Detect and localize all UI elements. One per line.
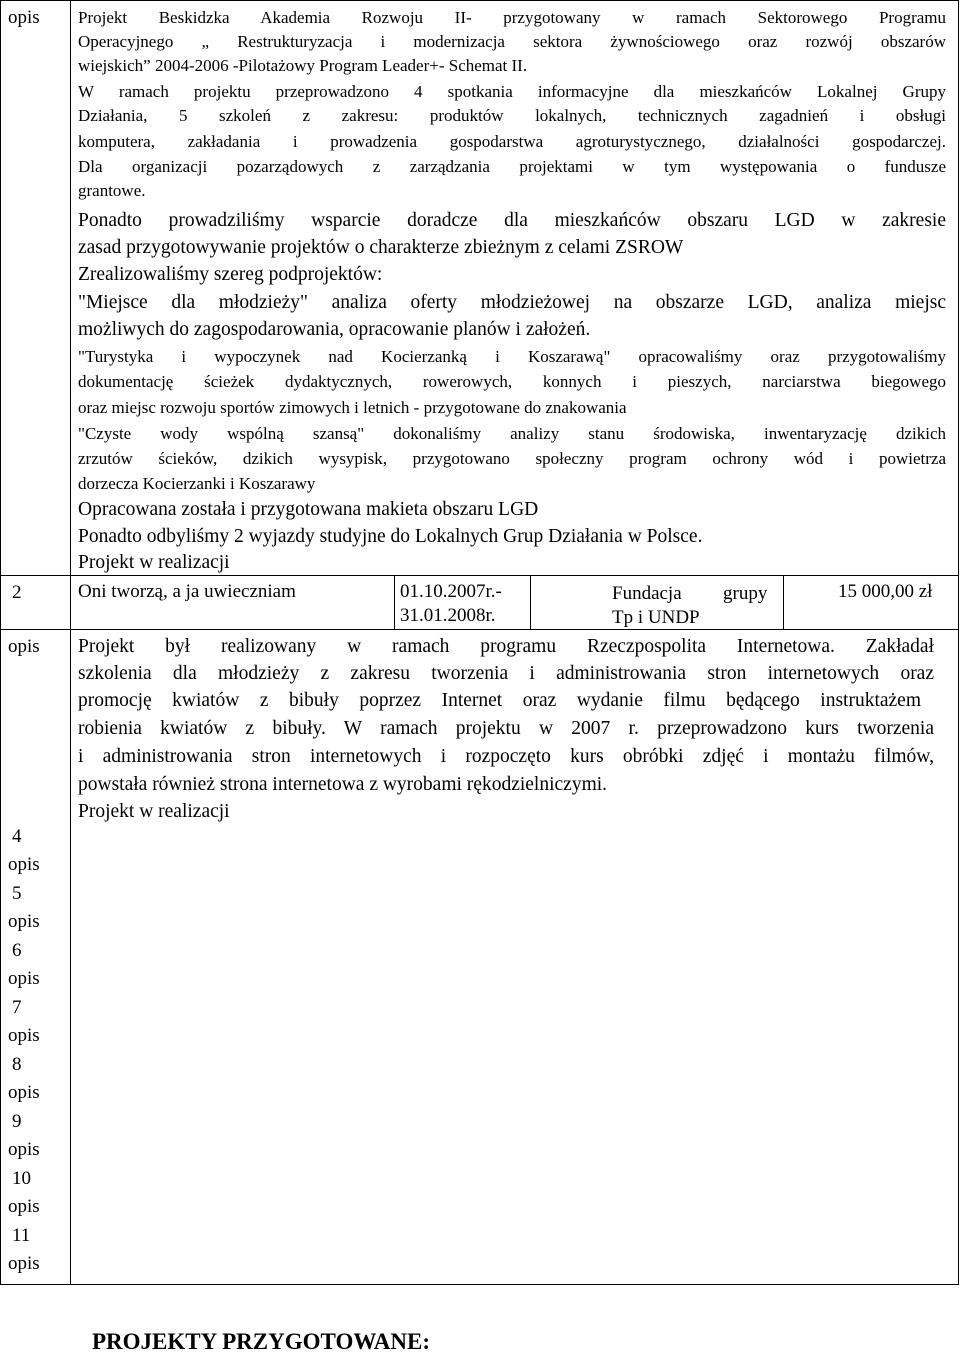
row-label: opis — [8, 636, 40, 657]
row-label: opis — [8, 1253, 40, 1274]
text-line: zasad przygotowywanie projektów o charakterze zbieżnym z celami ZSROW — [78, 237, 684, 258]
project-partner: Tp i UNDP — [612, 607, 700, 628]
table-right-border — [958, 0, 959, 1284]
text-line: W ramach projektu przeprowadzono 4 spotkania informacyjne dla mieszkańców Lokalnej Grupy — [78, 82, 946, 101]
text-line: zrzutów ścieków, dzikich wysypisk, przygotowano społeczny program ochrony wód i powietrza — [78, 449, 946, 468]
table-row-divider — [0, 629, 959, 630]
project-amount: 15 000,00 zł — [838, 581, 933, 602]
row-number: 6 — [12, 940, 22, 961]
row-number: 11 — [12, 1225, 31, 1246]
project-partner: grupy — [723, 583, 768, 604]
table-column-divider-amount — [783, 575, 784, 629]
text-line: oraz miejsc rozwoju sportów zimowych i letnich - przygotowane do znakowania — [78, 398, 627, 417]
text-line: szkolenia dla młodzieży z zakresu tworzenia i administrowania stron internetowych oraz — [78, 663, 934, 684]
row-label: opis — [8, 7, 40, 28]
row-number: 2 — [12, 582, 22, 603]
text-line: komputera, zakładania i prowadzenia gospodarstwa agroturystycznego, działalności gospodarczej. — [78, 132, 946, 151]
text-line: Działania, 5 szkoleń z zakresu: produktów lokalnych, technicznych zagadnień i obsługi — [78, 106, 946, 125]
table-column-divider — [70, 0, 71, 1284]
row-label: opis — [8, 1196, 40, 1217]
text-line: dorzecza Kocierzanki i Koszarawy — [78, 474, 316, 493]
text-line: Projekt Beskidzka Akademia Rozwoju II- przygotowany w ramach Sektorowego Programu — [78, 8, 946, 27]
project-status: Projekt w realizacji — [78, 552, 230, 573]
text-line: "Turystyka i wypoczynek nad Kocierzanką i Koszarawą" opracowaliśmy oraz przygotowaliśmy — [78, 347, 946, 366]
project-date-end: 31.01.2008r. — [400, 605, 496, 626]
table-top-border — [0, 0, 959, 1]
row-label: opis — [8, 1082, 40, 1103]
text-line: promocję kwiatów z bibuły poprzez Internet oraz wydanie filmu będącego instruktażem — [78, 690, 921, 711]
text-line: Zrealizowaliśmy szereg podprojektów: — [78, 264, 383, 285]
table-bottom-border — [0, 1284, 959, 1285]
row-number: 4 — [12, 826, 22, 847]
text-line: "Czyste wody wspólną szansą" dokonaliśmy analizy stanu środowiska, inwentaryzację dzikich — [78, 424, 946, 443]
text-line: Projekt był realizowany w ramach programu Rzeczpospolita Internetowa. Zakładał — [78, 636, 934, 657]
table-left-border — [0, 0, 1, 1284]
text-line: Operacyjnego „ Restrukturyzacja i modernizacja sektora żywnościowego oraz rozwój obszarów — [78, 32, 946, 51]
project-date-start: 01.10.2007r.- — [400, 581, 502, 602]
text-line: grantowe. — [78, 181, 146, 200]
project-status: Projekt w realizacji — [78, 801, 230, 822]
project-title: Oni tworzą, a ja uwieczniam — [78, 581, 296, 602]
row-number: 5 — [12, 883, 22, 904]
row-label: opis — [8, 1025, 40, 1046]
text-line: wiejskich” 2004-2006 -Pilotażowy Program Leader+- Schemat II. — [78, 56, 528, 75]
row-number: 7 — [12, 997, 22, 1018]
text-line: dokumentację ścieżek dydaktycznych, rowerowych, konnych i pieszych, narciarstwa biegowego — [78, 372, 946, 391]
table-column-divider-date — [394, 575, 395, 629]
project-partner: Fundacja — [612, 583, 682, 604]
row-label: opis — [8, 968, 40, 989]
row-label: opis — [8, 1139, 40, 1160]
text-line: Opracowana została i przygotowana makieta obszaru LGD — [78, 499, 539, 520]
row-label: opis — [8, 854, 40, 875]
text-line: i administrowania stron internetowych i rozpoczęto kurs obróbki zdjęć i montażu filmów, — [78, 746, 934, 767]
row-number: 10 — [12, 1168, 31, 1189]
text-line: Ponadto odbyliśmy 2 wyjazdy studyjne do Lokalnych Grup Działania w Polsce. — [78, 526, 703, 547]
text-line: Dla organizacji pozarządowych z zarządzania projektami w tym występowania o fundusze — [78, 157, 946, 176]
section-heading: PROJEKTY PRZYGOTOWANE: — [92, 1329, 431, 1355]
text-line: możliwych do zagospodarowania, opracowanie planów i założeń. — [78, 319, 591, 340]
row-number: 9 — [12, 1111, 22, 1132]
table-column-divider-partner — [530, 575, 531, 629]
text-line: powstała również strona internetowa z wyrobami rękodzielniczymi. — [78, 774, 608, 795]
row-label: opis — [8, 911, 40, 932]
text-line: "Miejsce dla młodzieży" analiza oferty młodzieżowej na obszarze LGD, analiza miejsc — [78, 292, 946, 313]
text-line: Ponadto prowadziliśmy wsparcie doradcze dla mieszkańców obszaru LGD w zakresie — [78, 210, 946, 231]
row-number: 8 — [12, 1054, 22, 1075]
text-line: robienia kwiatów z bibuły. W ramach projektu w 2007 r. przeprowadzono kurs tworzenia — [78, 718, 934, 739]
